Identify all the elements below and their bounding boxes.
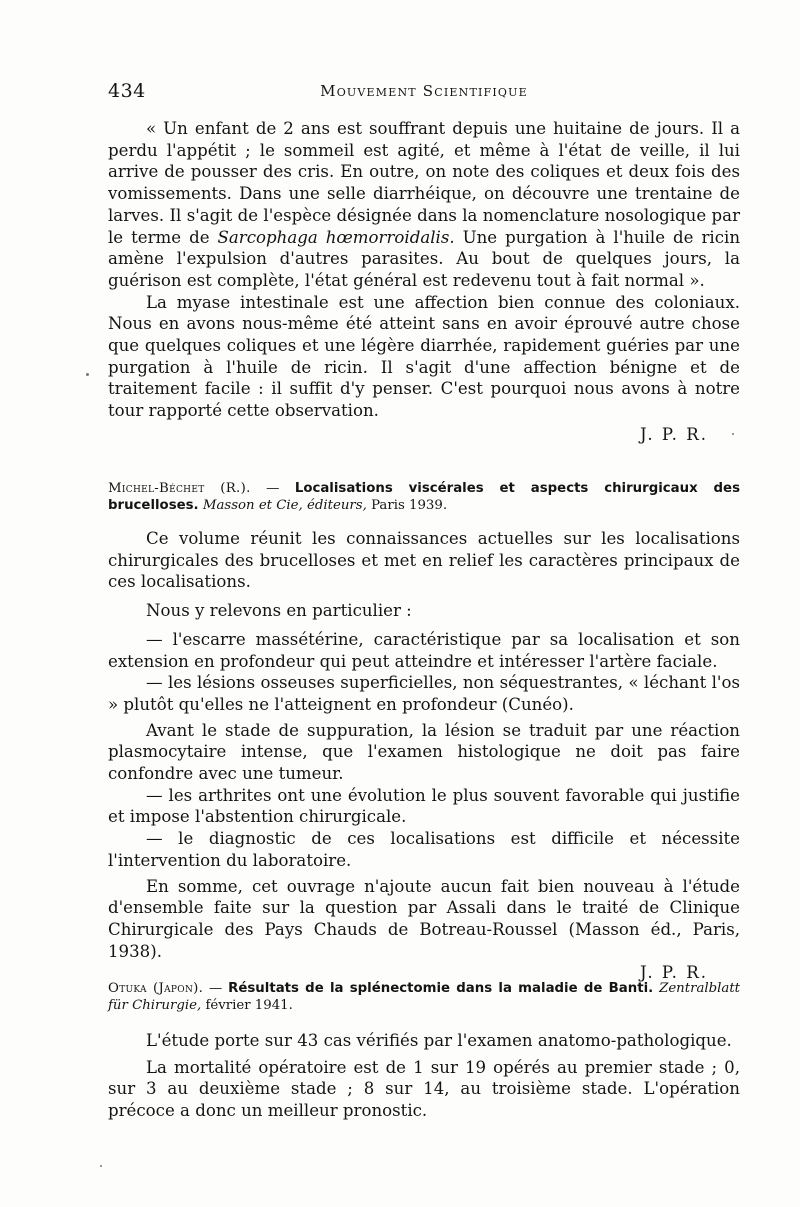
quote-text-a: « Un enfant de 2 ans est souffrant depuis une huitaine de jours. Il a perdu l'appétit ; le sommeil est agité, et même à l'état de veille, il lui arrive de pousser des cris. En outre, on note des coliques et deux fois des vomissements. Dans une selle diarrhéique, on découvre une trentaine de larves. Il s'agit de l'espèce désignée dans la nomenclature nosologique par le terme de [108,119,740,247]
review-author: Otuka (Japon). [108,981,204,996]
review-paragraph: En somme, cet ouvrage n'ajoute aucun fait bien nouveau à l'étude d'ensemble faite sur la question par Assali dans le traité de Clinique Chirurgicale des Pays Chauds de Botreau-Roussel (Masson éd., Paris, 1938). [108,876,740,961]
review-journal: Zentralblatt für Chirurgie, [108,981,741,1013]
review-paragraph: L'étude porte sur 43 cas vérifiés par l'examen anatomo-pathologique. [146,1031,732,1050]
review-otuka [108,980,740,1122]
page-header [108,80,740,102]
review-publisher: Masson et Cie, éditeurs, [202,498,367,513]
review-title: Localisations viscérales et aspects chirurgicaux des brucelloses. [108,481,740,513]
review-paragraph: — les arthrites ont une évolution le plus souvent favorable qui justifie et impose l'abstention chirurgicale. [108,785,740,827]
review-author: Michel-Béchet (R.). [108,481,251,496]
review-paragraph: Nous y relevons en particulier : [146,601,412,621]
review-michel-bechet [108,480,740,984]
signature: J. P. R. [639,963,708,983]
page-number: 434 [108,80,146,102]
scan-speck [100,1165,102,1167]
quote-text-b: Une purgation à l'huile de ricin amène l'expulsion d'autres parasites. Au bout de quelques jours, la guérison est complète, l'état général est redevenu tout à fait normal ». [108,227,741,290]
scan-speck [86,373,89,376]
running-head: Mouvement Scientifique [320,82,528,100]
reference-dash: — [203,981,229,996]
commentary-paragraph: La myase intestinale est une affection bien connue des coloniaux. Nous en avons nous-même été atteint sans en avoir éprouvé autre chose que quelques coliques et une légère diarrhée, rapidement guéries par une purgation à l'huile de ricin. Il s'agit d'une affection bénigne et de traitement facile : il suffit d'y penser. C'est pourquoi nous avons à notre tour rapporté cette observation. [108,292,740,421]
review-paragraph: Ce volume réunit les connaissances actuelles sur les localisations chirurgicales des brucelloses et met en relief les caractères principaux de ces localisations. [108,529,740,592]
review-reference [108,480,740,514]
signature: J. P. R. [639,424,708,444]
review-paragraph: Avant le stade de suppuration, la lésion se traduit par une réaction plasmocytaire intense, que l'examen histologique ne doit pas faire confondre avec une tumeur. [108,720,740,784]
species-name: Sarcophaga hœmorroidalis. [217,227,455,247]
review-reference [108,980,740,1014]
review-place-year: Paris 1939. [371,498,448,513]
review-paragraph: — l'escarre massétérine, caractéristique par sa localisation et son extension en profondeur qui peut atteindre et intéresser l'artère faciale. [108,629,740,671]
reference-dash: — [250,481,295,496]
observation-section [108,118,740,446]
scan-speck [732,433,734,435]
review-paragraph: La mortalité opératoire est de 1 sur 19 opérés au premier stade ; 0, sur 3 au deuxième stade ; 8 sur 14, au troisième stade. L'opération précoce a donc un meilleur pronostic. [108,1057,740,1121]
quote-paragraph [108,118,740,292]
review-paragraph: — le diagnostic de ces localisations est difficile et nécessite l'intervention du laboratoire. [108,829,740,870]
review-date: février 1941. [205,998,293,1013]
review-paragraph: — les lésions osseuses superficielles, non séquestrantes, « léchant l'os » plutôt qu'elles ne l'atteignent en profondeur (Cunéo). [108,673,740,714]
review-title: Résultats de la splénectomie dans la maladie de Banti. [228,981,654,996]
